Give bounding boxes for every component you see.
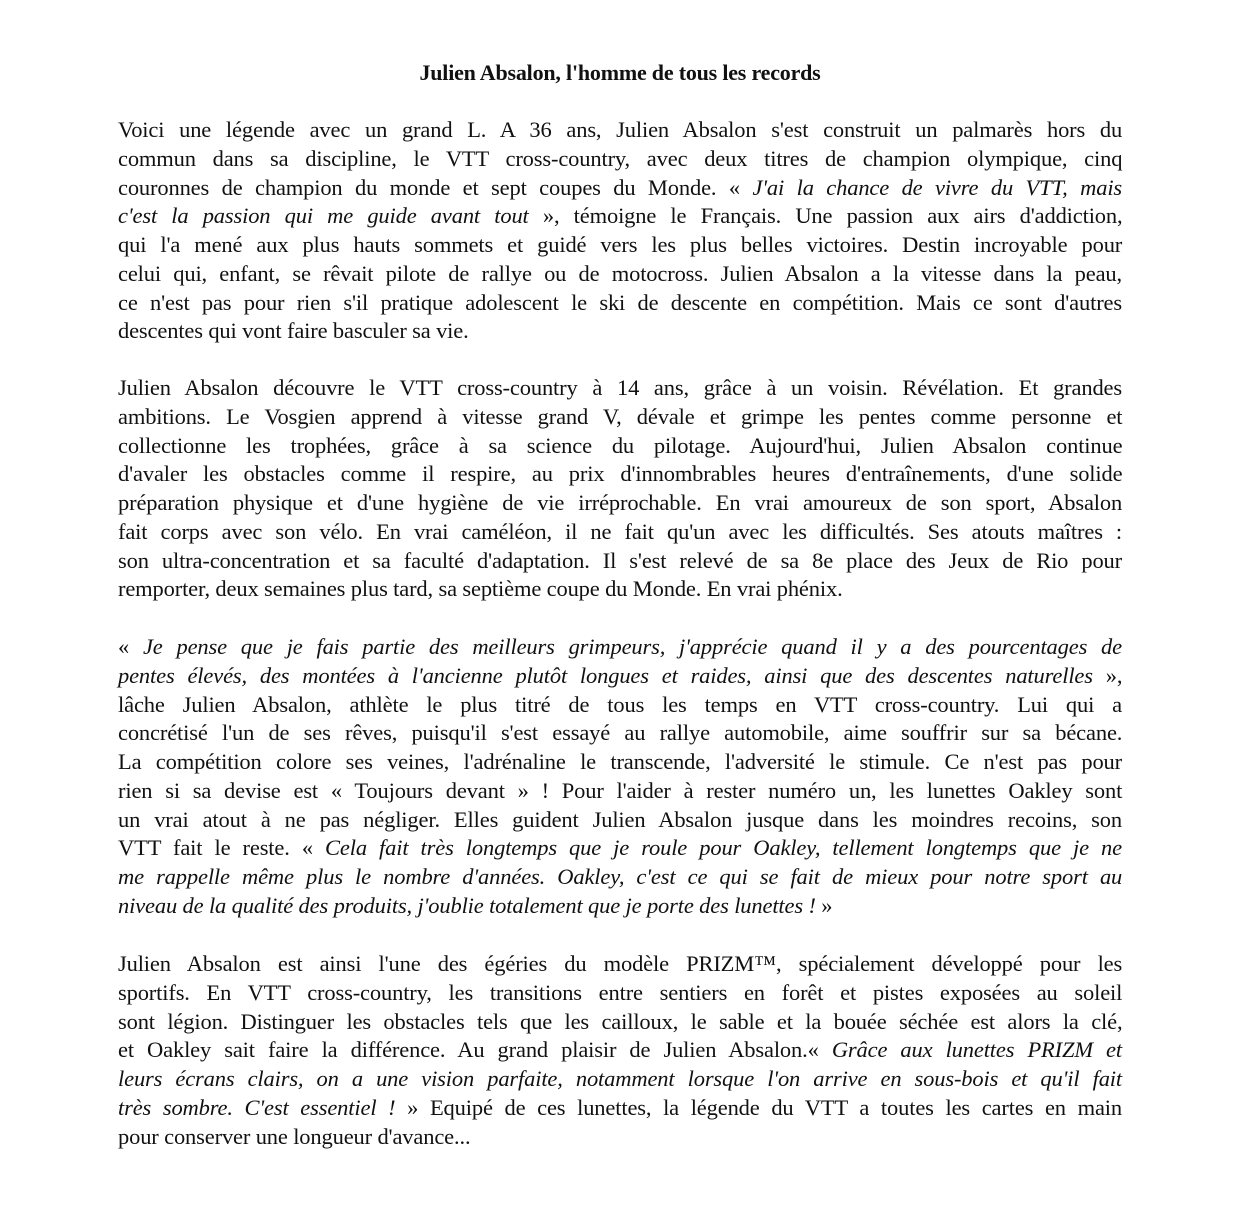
- body-text: d'avaler les obstacles comme il respire, au prix d'innombrables heures d'entraînements, d'une solide: [118, 461, 1123, 487]
- paragraph-1: [118, 116, 1122, 346]
- text-line: [118, 575, 1122, 604]
- text-line: [118, 460, 1122, 489]
- body-text: »: [815, 892, 833, 918]
- paragraph-2: [118, 374, 1122, 604]
- text-line: [118, 145, 1122, 174]
- text-line: [118, 979, 1122, 1008]
- body-text: remporter, deux semaines plus tard, sa septième coupe du Monde. En vrai phénix.: [118, 576, 843, 602]
- text-line: [118, 1036, 1122, 1065]
- body-text: lâche Julien Absalon, athlète le plus titré de tous les temps en VTT cross-country. Lui qui a: [118, 691, 1122, 717]
- text-line: [118, 950, 1122, 979]
- text-line: [118, 1008, 1122, 1037]
- body-text: ce n'est pas pour rien s'il pratique adolescent le ski de descente en compétition. Mais ce sont d'autres: [118, 289, 1122, 315]
- paragraph-4: [118, 950, 1122, 1151]
- text-line: [118, 1065, 1122, 1094]
- body-text: préparation physique et d'une hygiène de vie irréprochable. En vrai amoureux de son sport, Absalon: [118, 490, 1123, 515]
- quote-text: me rappelle même plus le nombre d'années. Oakley, c'est ce qui se fait de mieux pour notre sport au: [118, 864, 1123, 889]
- body-text: son ultra-concentration et sa faculté d'adaptation. Il s'est relevé de sa 8e place des Jeux de Rio pour: [118, 547, 1122, 573]
- text-line: [118, 1094, 1122, 1123]
- text-line: [118, 662, 1122, 691]
- quote-text: leurs écrans clairs, on a une vision parfaite, notamment lorsque l'on arrive en sous-bois et qu'il fait: [118, 1066, 1122, 1091]
- text-line: [118, 748, 1122, 777]
- text-line: [118, 432, 1122, 461]
- body-text: descentes qui vont faire basculer sa vie.: [118, 318, 469, 344]
- text-line: [118, 863, 1122, 892]
- body-text: pour conserver une longueur d'avance...: [118, 1123, 471, 1149]
- quote-text: Je pense que je fais partie des meilleurs grimpeurs, j'apprécie quand il y a des pourcentages de: [142, 634, 1122, 659]
- text-line: [118, 806, 1122, 835]
- text-line: [118, 403, 1122, 432]
- body-text: ambitions. Le Vosgien apprend à vitesse grand V, dévale et grimpe les pentes comme personne et: [118, 403, 1123, 429]
- quote-text: très sombre. C'est essentiel !: [118, 1094, 396, 1120]
- body-text: Voici une légende avec un grand L. A 36 ans, Julien Absalon s'est construit un palmarès hors du: [118, 117, 1123, 142]
- body-text: qui l'a mené aux plus hauts sommets et guidé vers les plus belles victoires. Destin incroyable pour: [118, 232, 1123, 257]
- body-text: commun dans sa discipline, le VTT cross-country, avec deux titres de champion olympique, cinq: [118, 145, 1123, 171]
- body-text: celui qui, enfant, se rêvait pilote de rallye ou de motocross. Julien Absalon a la vitesse dans la peau,: [118, 260, 1122, 286]
- body-text: fait corps avec son vélo. En vrai caméléon, il ne fait qu'un avec les difficultés. Ses atouts maîtres :: [118, 518, 1123, 544]
- text-line: [118, 231, 1122, 260]
- body-text: «: [118, 634, 143, 659]
- body-text: sont légion. Distinguer les obstacles tels que les cailloux, le sable et la bouée séchée est alors la clé,: [118, 1008, 1123, 1034]
- body-text: », témoigne le Français. Une passion aux airs d'addiction,: [528, 203, 1123, 229]
- text-line: [118, 260, 1122, 289]
- text-line: [118, 633, 1122, 662]
- body-text: rien si sa devise est « Toujours devant » ! Pour l'aider à rester numéro un, les lunettes Oakley sont: [118, 777, 1123, 803]
- quote-text: c'est la passion qui me guide avant tout: [118, 203, 529, 229]
- text-line: [118, 116, 1122, 145]
- text-line: [118, 374, 1122, 403]
- body-text: » Equipé de ces lunettes, la légende du VTT a toutes les cartes en main: [395, 1094, 1122, 1120]
- body-text: VTT fait le reste. «: [118, 835, 326, 861]
- text-line: [118, 892, 1122, 921]
- body-text: un vrai atout à ne pas négliger. Elles guident Julien Absalon jusque dans les moindres recoins, son: [118, 806, 1122, 832]
- text-line: [118, 719, 1122, 748]
- quote-text: J'ai la chance de vivre du VTT, mais: [752, 174, 1123, 200]
- body-text: et Oakley sait faire la différence. Au grand plaisir de Julien Absalon.«: [118, 1037, 832, 1063]
- text-line: [118, 489, 1122, 518]
- body-text: Julien Absalon découvre le VTT cross-country à 14 ans, grâce à un voisin. Révélation. Et grandes: [118, 375, 1122, 400]
- body-text: sportifs. En VTT cross-country, les transitions entre sentiers en forêt et pistes exposées au soleil: [118, 979, 1123, 1005]
- paragraph-3: [118, 633, 1122, 921]
- body-text: Julien Absalon est ainsi l'une des égéries du modèle PRIZM™, spécialement développé pour les: [118, 951, 1123, 976]
- text-line: [118, 691, 1122, 720]
- text-line: [118, 317, 1122, 346]
- body-text: concrétisé l'un de ses rêves, puisqu'il s'est essayé au rallye automobile, aime souffrir sur sa bécane.: [118, 720, 1123, 746]
- quote-text: Grâce aux lunettes PRIZM et: [831, 1037, 1122, 1063]
- text-line: [118, 1123, 1122, 1152]
- quote-text: Cela fait très longtemps que je roule pour Oakley, tellement longtemps que je ne: [325, 835, 1122, 861]
- text-line: [118, 547, 1122, 576]
- quote-text: niveau de la qualité des produits, j'oublie totalement que je porte des lunettes !: [118, 892, 816, 918]
- body-text: collectionne les trophées, grâce à sa science du pilotage. Aujourd'hui, Julien Absalon continue: [118, 432, 1123, 458]
- text-line: [118, 174, 1122, 203]
- body-text: »,: [1092, 662, 1123, 688]
- body-text: couronnes de champion du monde et sept coupes du Monde. «: [118, 174, 753, 200]
- text-line: [118, 834, 1122, 863]
- quote-text: pentes élevés, des montées à l'ancienne plutôt longues et raides, ainsi que des descentes naturelles: [118, 662, 1093, 688]
- text-line: [118, 202, 1122, 231]
- article-title: Julien Absalon, l'homme de tous les records: [419, 60, 821, 85]
- text-line: [118, 289, 1122, 318]
- text-line: [118, 518, 1122, 547]
- text-line: [118, 777, 1122, 806]
- body-text: La compétition colore ses veines, l'adrénaline le transcende, l'adversité le stimule. Ce n'est pas pour: [118, 749, 1122, 774]
